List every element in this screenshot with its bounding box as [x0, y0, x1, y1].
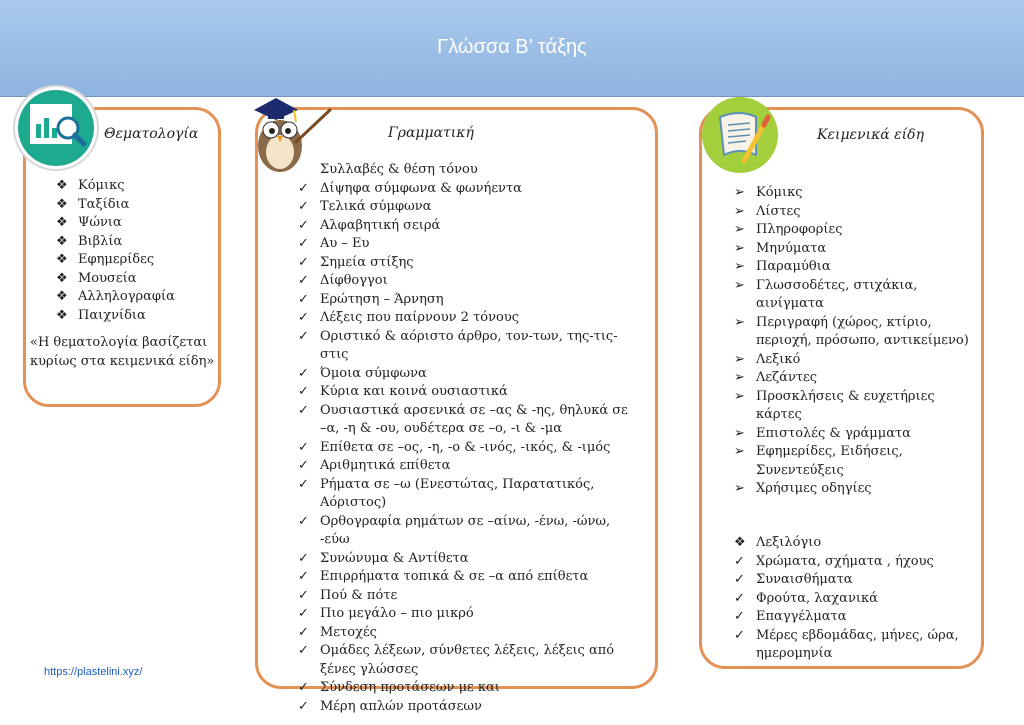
- arrow-bullet-icon: ➢: [734, 370, 745, 385]
- thematology-note: «Η θεματολογία βασίζεται κυρίως στα κειμενικά είδη»: [30, 335, 215, 369]
- list-item: ✓ Χρώματα, σχήματα , ήχους: [734, 553, 982, 572]
- scroll-pen-icon: [700, 95, 780, 179]
- check-mark-icon: ✓: [298, 458, 309, 473]
- check-mark-icon: ✓: [298, 624, 309, 640]
- diamond-bullet-icon: ❖: [56, 252, 68, 267]
- arrow-bullet-icon: ➢: [734, 203, 745, 219]
- check-mark-icon: ✓: [298, 439, 309, 455]
- list-item: ✓ Αυ – Ευ: [298, 235, 628, 254]
- list-item: ✓ Μετοχές: [298, 624, 628, 643]
- check-mark-icon: ✓: [734, 590, 745, 606]
- list-item: ✓ Αριθμητικά επίθετα: [298, 457, 628, 476]
- grammar-box: [255, 107, 658, 714]
- list-item: ✓ Συναισθήματα: [734, 571, 982, 590]
- check-mark-icon: ✓: [298, 199, 309, 214]
- list-item: ❖ Παιχνίδια: [56, 307, 175, 326]
- arrow-bullet-icon: ➢: [734, 314, 745, 330]
- check-mark-icon: ✓: [298, 606, 309, 621]
- diamond-bullet-icon: ❖: [734, 535, 746, 550]
- list-item: ✓ Ερώτηση – Άρνηση: [298, 291, 628, 310]
- genres-list: [734, 184, 982, 499]
- check-mark-icon: ✓: [298, 217, 309, 233]
- list-item: ➢ Πληροφορίες: [734, 221, 982, 240]
- check-mark-icon: ✓: [298, 180, 309, 196]
- diamond-bullet-icon: ❖: [56, 215, 68, 230]
- arrow-bullet-icon: ➢: [734, 240, 745, 256]
- check-mark-icon: ✓: [734, 609, 745, 624]
- list-item: ❖ Κόμικς: [56, 177, 175, 196]
- list-item: ➢ Γλωσσοδέτες, στιχάκια, αινίγματα: [734, 277, 918, 311]
- check-mark-icon: ✓: [734, 572, 745, 587]
- check-mark-icon: ✓: [298, 236, 309, 251]
- arrow-bullet-icon: ➢: [734, 259, 745, 274]
- genres-box: [699, 107, 984, 669]
- list-item: ✓ Τελικά σύμφωνα: [298, 198, 628, 217]
- list-item: ✓ Δίφθογγοι: [298, 272, 628, 291]
- list-item: ✓ Πιο μεγάλο – πιο μικρό: [298, 605, 628, 624]
- arrow-bullet-icon: ➢: [734, 185, 745, 200]
- check-mark-icon: ✓: [298, 569, 309, 584]
- check-mark-icon: ✓: [298, 365, 309, 381]
- diamond-bullet-icon: ❖: [56, 233, 68, 249]
- list-item: ✓ Ομάδες λέξεων, σύνθετες λέξεις, λέξεις από ξένες γλώσσες: [298, 643, 615, 677]
- arrow-bullet-icon: ➢: [734, 481, 745, 496]
- list-item: ✓ Ουσιαστικά αρσενικά σε –ας & -ης, θηλυκά σε –α, -η & -ου, ουδέτερα σε –ο, -ι & -μα: [298, 402, 628, 436]
- list-item: ❖ Αλληλογραφία: [56, 288, 175, 307]
- check-mark-icon: ✓: [734, 627, 745, 643]
- arrow-bullet-icon: ➢: [734, 388, 745, 404]
- check-mark-icon: ✓: [298, 328, 309, 344]
- arrow-bullet-icon: ➢: [734, 351, 745, 367]
- list-item: ✓ Κύρια και κοινά ουσιαστικά: [298, 383, 628, 402]
- list-item: ➢ Κόμικς: [734, 184, 982, 203]
- list-item: ✓ Αλφαβητική σειρά: [298, 217, 628, 236]
- diamond-bullet-icon: ❖: [56, 307, 68, 323]
- list-item: ✓ Πού & πότε: [298, 587, 628, 606]
- list-item: Συλλαβές & θέση τόνου: [320, 162, 478, 177]
- check-mark-icon: ✓: [298, 587, 309, 603]
- list-item: ✓ Ρήματα σε –ω (Ενεστώτας, Παρατατικός, Αόριστος): [298, 476, 595, 510]
- check-mark-icon: ✓: [298, 254, 309, 270]
- thematology-title: Θεματολογία: [104, 126, 199, 142]
- check-mark-icon: ✓: [298, 680, 309, 695]
- check-mark-icon: ✓: [298, 384, 309, 399]
- list-item: ➢ Λεζάντες: [734, 369, 982, 388]
- source-link[interactable]: https://plastelini.xyz/: [44, 666, 143, 678]
- list-item: ❖ Μουσεία: [56, 270, 175, 289]
- diamond-bullet-icon: ❖: [56, 196, 68, 212]
- check-mark-icon: ✓: [298, 698, 309, 714]
- check-mark-icon: ✓: [298, 550, 309, 566]
- list-item: ✓ Σύνδεση προτάσεων με και: [298, 679, 628, 698]
- grammar-title: Γραμματική: [388, 125, 474, 141]
- list-item: ❖ Ταξίδια: [56, 196, 175, 215]
- list-item: ✓ Δίψηφα σύμφωνα & φωνήεντα: [298, 180, 628, 199]
- list-item: ➢ Περιγραφή (χώρος, κτίριο, περιοχή, πρόσωπο, αντικείμενο): [734, 314, 969, 348]
- list-item: ➢ Χρήσιμες οδηγίες: [734, 480, 982, 499]
- list-item: ❖ Ψώνια: [56, 214, 175, 233]
- grammar-list: [298, 161, 628, 716]
- check-mark-icon: ✓: [298, 643, 309, 658]
- check-mark-icon: ✓: [298, 513, 309, 529]
- list-item: ✓ Όμοια σύμφωνα: [298, 365, 628, 384]
- search-chart-icon: [12, 84, 100, 176]
- check-mark-icon: ✓: [298, 310, 309, 325]
- arrow-bullet-icon: ➢: [734, 277, 745, 293]
- list-item: ❖ Λεξιλόγιο: [734, 534, 982, 553]
- diamond-bullet-icon: ❖: [56, 270, 68, 286]
- vocabulary-list: [734, 534, 982, 664]
- check-mark-icon: ✓: [298, 402, 309, 418]
- list-item: ❖ Βιβλία: [56, 233, 175, 252]
- list-item: ➢ Λίστες: [734, 203, 982, 222]
- arrow-bullet-icon: ➢: [734, 222, 745, 237]
- arrow-bullet-icon: ➢: [734, 425, 745, 441]
- list-item: ➢ Μηνύματα: [734, 240, 982, 259]
- list-item: ➢ Παραμύθια: [734, 258, 982, 277]
- list-item: ➢ Εφημερίδες, Ειδήσεις, Συνεντεύξεις: [734, 444, 903, 478]
- list-item: ➢ Προσκλήσεις & ευχετήριες κάρτες: [734, 388, 935, 422]
- list-item: ➢ Λεξικό: [734, 351, 982, 370]
- thematology-list: [56, 177, 175, 325]
- list-item: ✓ Ορθογραφία ρημάτων σε –αίνω, -ένω, -ώνω, -εύω: [298, 513, 611, 547]
- diamond-bullet-icon: ❖: [56, 289, 68, 304]
- header-banner: [0, 0, 1024, 97]
- check-mark-icon: ✓: [298, 476, 309, 492]
- owl-teacher-icon: [250, 96, 336, 180]
- list-item: ✓ Επιρρήματα τοπικά & σε –α από επίθετα: [298, 568, 628, 587]
- list-item: ✓ Οριστικό & αόριστο άρθρο, τον-των, της-τις-στις: [298, 328, 618, 362]
- genres-title: Κειμενικά είδη: [817, 127, 924, 143]
- list-item: ✓ Επίθετα σε –ος, -η, -ο & -ινός, -ικός, & -ιμός: [298, 439, 628, 458]
- list-item: ✓ Επαγγέλματα: [734, 608, 982, 627]
- check-mark-icon: ✓: [734, 553, 745, 569]
- list-item: ❖ Εφημερίδες: [56, 251, 175, 270]
- list-item: ✓ Σημεία στίξης: [298, 254, 628, 273]
- check-mark-icon: ✓: [298, 291, 309, 307]
- list-item: ✓ Μέρη απλών προτάσεων: [298, 698, 628, 717]
- list-item: ✓ Μέρες εβδομάδας, μήνες, ώρα, ημερομηνία: [734, 627, 959, 661]
- check-mark-icon: ✓: [298, 273, 309, 288]
- list-item: ✓ Φρούτα, λαχανικά: [734, 590, 982, 609]
- page-title: Γλώσσα Β’ τάξης: [437, 36, 587, 58]
- list-item: ✓ Συνώνυμα & Αντίθετα: [298, 550, 628, 569]
- list-item: ➢ Επιστολές & γράμματα: [734, 425, 982, 444]
- list-item: ✓ Λέξεις που παίρνουν 2 τόνους: [298, 309, 628, 328]
- diamond-bullet-icon: ❖: [56, 178, 68, 193]
- arrow-bullet-icon: ➢: [734, 444, 745, 459]
